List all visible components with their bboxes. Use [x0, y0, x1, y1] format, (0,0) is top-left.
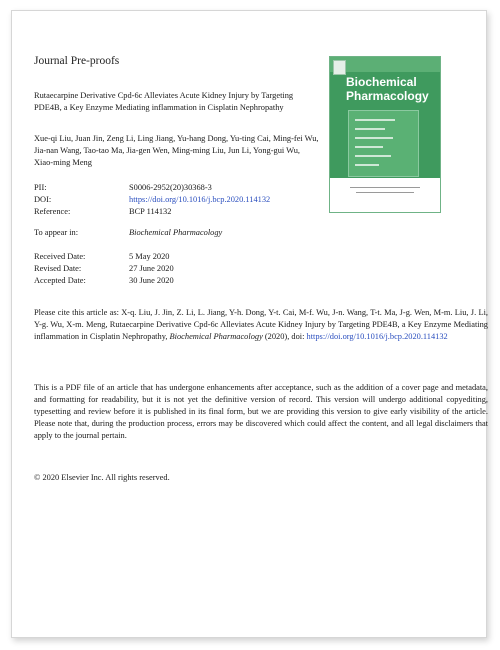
copyright-notice: © 2020 Elsevier Inc. All rights reserved. — [34, 473, 170, 482]
revised-date: 27 June 2020 — [129, 264, 174, 273]
cover-text-line — [355, 146, 383, 148]
accepted-label: Accepted Date: — [34, 276, 86, 285]
cover-text-line — [355, 119, 395, 121]
cover-title-line2: Pharmacology — [346, 89, 429, 103]
received-date: 5 May 2020 — [129, 252, 170, 261]
cover-top-band — [330, 57, 440, 72]
accepted-date: 30 June 2020 — [129, 276, 174, 285]
journal-cover-image — [329, 56, 441, 213]
cover-footer — [330, 178, 440, 212]
pii-label: PII: — [34, 183, 47, 192]
citation-text: Please cite this article as: X-q. Liu, J. Jin, Z. Li, L. Jiang, Y-h. Dong, Y-t. Cai, M-f. Wu, J-n. Wang, T-t. Ma, J-g. Wen, M-m. Liu, J. Li, Y-g. Wu, X-m. Meng, Rutaecarpine Derivative Cpd-6c Alleviates Acute Kidney Injury by Targeting PDE4B, a Key Enzyme Mediating inflammation in Cisplatin Nephropathy, — [34, 308, 488, 341]
journal-pre-proofs-heading: Journal Pre-proofs — [34, 55, 120, 67]
cover-title-line1: Biochemical — [346, 75, 417, 89]
doi-label: DOI: — [34, 195, 52, 204]
citation-paragraph — [34, 307, 488, 343]
appear-label: To appear in: — [34, 228, 79, 237]
author-list: Xue-qi Liu, Juan Jin, Zeng Li, Ling Jiang, Yu-hang Dong, Yu-ting Cai, Ming-fei Wu, Jia-nan Wang, Tao-tao Ma, Jia-gen Wen, Ming-ming Liu, Jun Li, Yong-gui Wu, Xiao-ming Meng — [34, 134, 319, 167]
disclaimer-paragraph: This is a PDF file of an article that has undergone enhancements after acceptance, such as the addition of a cover page and metadata, and formatting for readability, but it is not yet the definitive version of record. This version will undergo additional copyediting, typesetting and review before it is published in its final form, but we are providing this version to give early visibility of the article. Please note that, during the production process, errors may be discovered which could affect the content, and all legal disclaimers that apply to the journal pertain. — [34, 383, 488, 440]
revised-label: Revised Date: — [34, 264, 82, 273]
cover-text-line — [355, 128, 385, 130]
pdf-page — [11, 10, 487, 638]
received-label: Received Date: — [34, 252, 86, 261]
elsevier-logo-icon — [333, 60, 346, 75]
article-title: Rutaecarpine Derivative Cpd-6c Alleviates Acute Kidney Injury by Targeting PDE4B, a Key Enzyme Mediating inflammation in Cisplatin Nephropathy — [34, 91, 294, 112]
citation-doi-link[interactable]: https://doi.org/10.1016/j.bcp.2020.114132 — [306, 332, 448, 341]
pii-value: S0006-2952(20)30368-3 — [129, 183, 212, 192]
cover-text-line — [355, 155, 391, 157]
cover-text-line — [355, 164, 379, 166]
cover-text-line — [355, 137, 393, 139]
cover-contents-box — [348, 110, 419, 177]
journal-name: Biochemical Pharmacology — [129, 228, 223, 237]
reference-value: BCP 114132 — [129, 207, 172, 216]
cover-footer-line — [350, 187, 420, 188]
reference-label: Reference: — [34, 207, 71, 216]
doi-link[interactable]: https://doi.org/10.1016/j.bcp.2020.114132 — [129, 195, 271, 204]
citation-journal: Biochemical Pharmacology — [169, 332, 263, 341]
citation-tail: (2020), doi: — [262, 332, 307, 341]
cover-footer-line — [356, 192, 414, 193]
